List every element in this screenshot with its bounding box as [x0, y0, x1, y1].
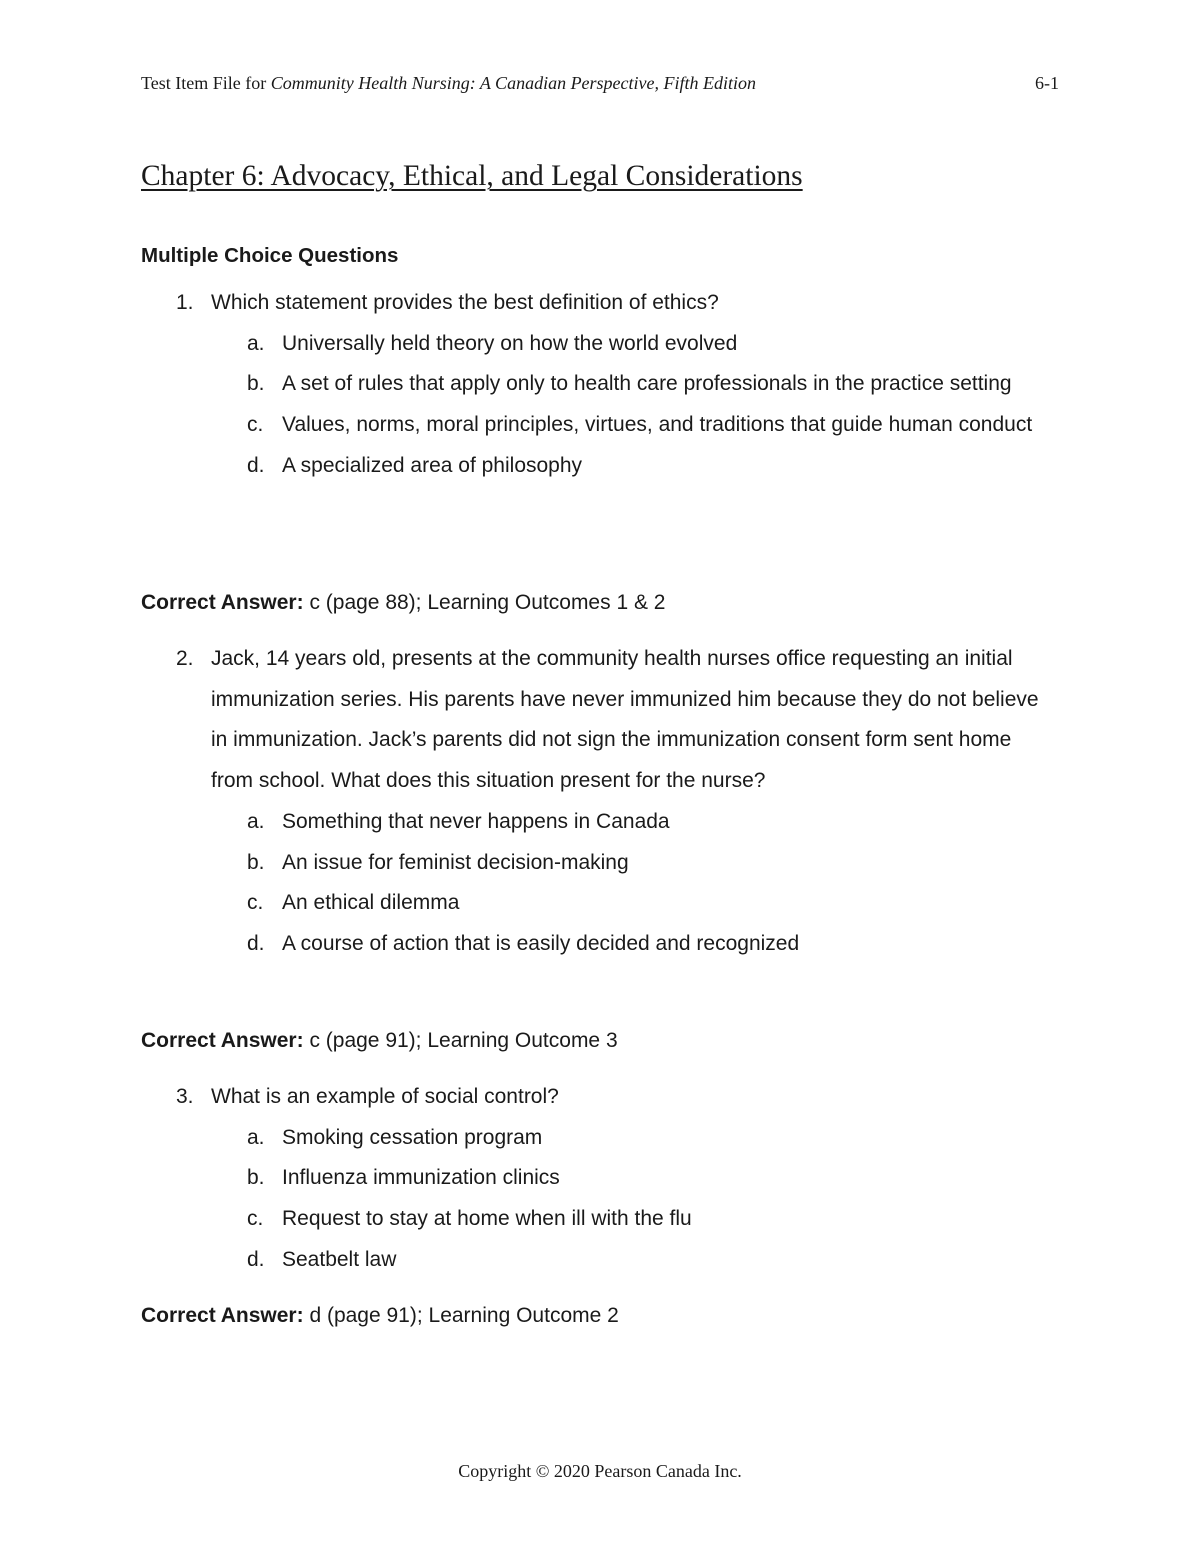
- question-stem: [141, 1077, 1061, 1118]
- answer-text: c (page 91); Learning Outcome 3: [303, 1029, 618, 1052]
- option-label: a.: [247, 809, 265, 833]
- question-2: [141, 639, 1061, 965]
- question-stem: [141, 639, 1061, 802]
- option-text: A course of action that is easily decided and recognized: [282, 931, 800, 955]
- option-b: [141, 1158, 1061, 1199]
- question-1: [141, 283, 1061, 487]
- option-c: [141, 1199, 1061, 1240]
- answer-text: c (page 88); Learning Outcomes 1 & 2: [303, 591, 666, 614]
- option-text: Something that never happens in Canada: [282, 809, 670, 833]
- option-text: Universally held theory on how the world evolved: [282, 331, 738, 355]
- option-label: c.: [247, 1207, 264, 1231]
- answer-text: d (page 91); Learning Outcome 2: [303, 1304, 619, 1327]
- question-text: Jack, 14 years old, presents at the community health nurses office requesting an initial immunization series. His parents have never immunized him because they do not believe in immunization. Jack’s parents did not sign the immunization consent form sent home from school. What does this situation present for the nurse?: [211, 647, 1039, 793]
- option-text: An ethical dilemma: [282, 891, 460, 915]
- question-number: 3.: [176, 1085, 194, 1108]
- option-label: a.: [247, 331, 265, 355]
- answer-label: Correct Answer:: [141, 591, 304, 614]
- correct-answer-1: [141, 583, 665, 623]
- option-a: [141, 324, 1061, 365]
- option-label: b.: [247, 850, 265, 874]
- option-text: Seatbelt law: [282, 1247, 397, 1271]
- option-text: A set of rules that apply only to health care professionals in the practice setting: [282, 372, 1012, 396]
- option-text: Smoking cessation program: [282, 1125, 543, 1149]
- option-text: Influenza immunization clinics: [282, 1166, 560, 1190]
- option-label: a.: [247, 1125, 265, 1149]
- question-text: Which statement provides the best definition of ethics?: [211, 291, 719, 314]
- correct-answer-3: [141, 1296, 619, 1336]
- option-a: [141, 802, 1061, 843]
- header-title: [141, 72, 756, 94]
- question-stem: [141, 283, 1061, 324]
- option-label: b.: [247, 372, 265, 396]
- header-page-number: 6-1: [1035, 73, 1059, 93]
- header-book-title: Community Health Nursing: A Canadian Perspective, Fifth Edition: [270, 73, 757, 93]
- question-number: 2.: [176, 647, 194, 670]
- option-text: Request to stay at home when ill with the flu: [282, 1207, 692, 1231]
- question-3: [141, 1077, 1061, 1281]
- option-label: d.: [247, 453, 265, 477]
- question-number: 1.: [176, 291, 194, 314]
- correct-answer-2: [141, 1021, 618, 1061]
- option-label: b.: [247, 1166, 265, 1190]
- header-prefix: Test Item File for: [141, 73, 271, 93]
- option-text: An issue for feminist decision-making: [282, 850, 629, 874]
- option-a: [141, 1118, 1061, 1159]
- question-text: What is an example of social control?: [211, 1085, 559, 1108]
- answer-label: Correct Answer:: [141, 1304, 304, 1327]
- section-heading: Multiple Choice Questions: [141, 244, 399, 267]
- option-text: A specialized area of philosophy: [282, 453, 583, 477]
- option-b: [141, 843, 1061, 884]
- option-d: [141, 446, 1061, 487]
- option-label: d.: [247, 931, 265, 955]
- answer-label: Correct Answer:: [141, 1029, 304, 1052]
- chapter-title: Chapter 6: Advocacy, Ethical, and Legal Considerations: [141, 160, 803, 192]
- option-c: [141, 405, 1061, 446]
- option-b: [141, 364, 1061, 405]
- option-label: c.: [247, 413, 264, 437]
- option-d: [141, 1240, 1061, 1281]
- option-label: c.: [247, 891, 264, 915]
- page-footer: Copyright © 2020 Pearson Canada Inc.: [458, 1461, 742, 1481]
- option-c: [141, 883, 1061, 924]
- option-label: d.: [247, 1247, 265, 1271]
- option-text: Values, norms, moral principles, virtues, and traditions that guide human conduct: [282, 413, 1033, 437]
- option-d: [141, 924, 1061, 965]
